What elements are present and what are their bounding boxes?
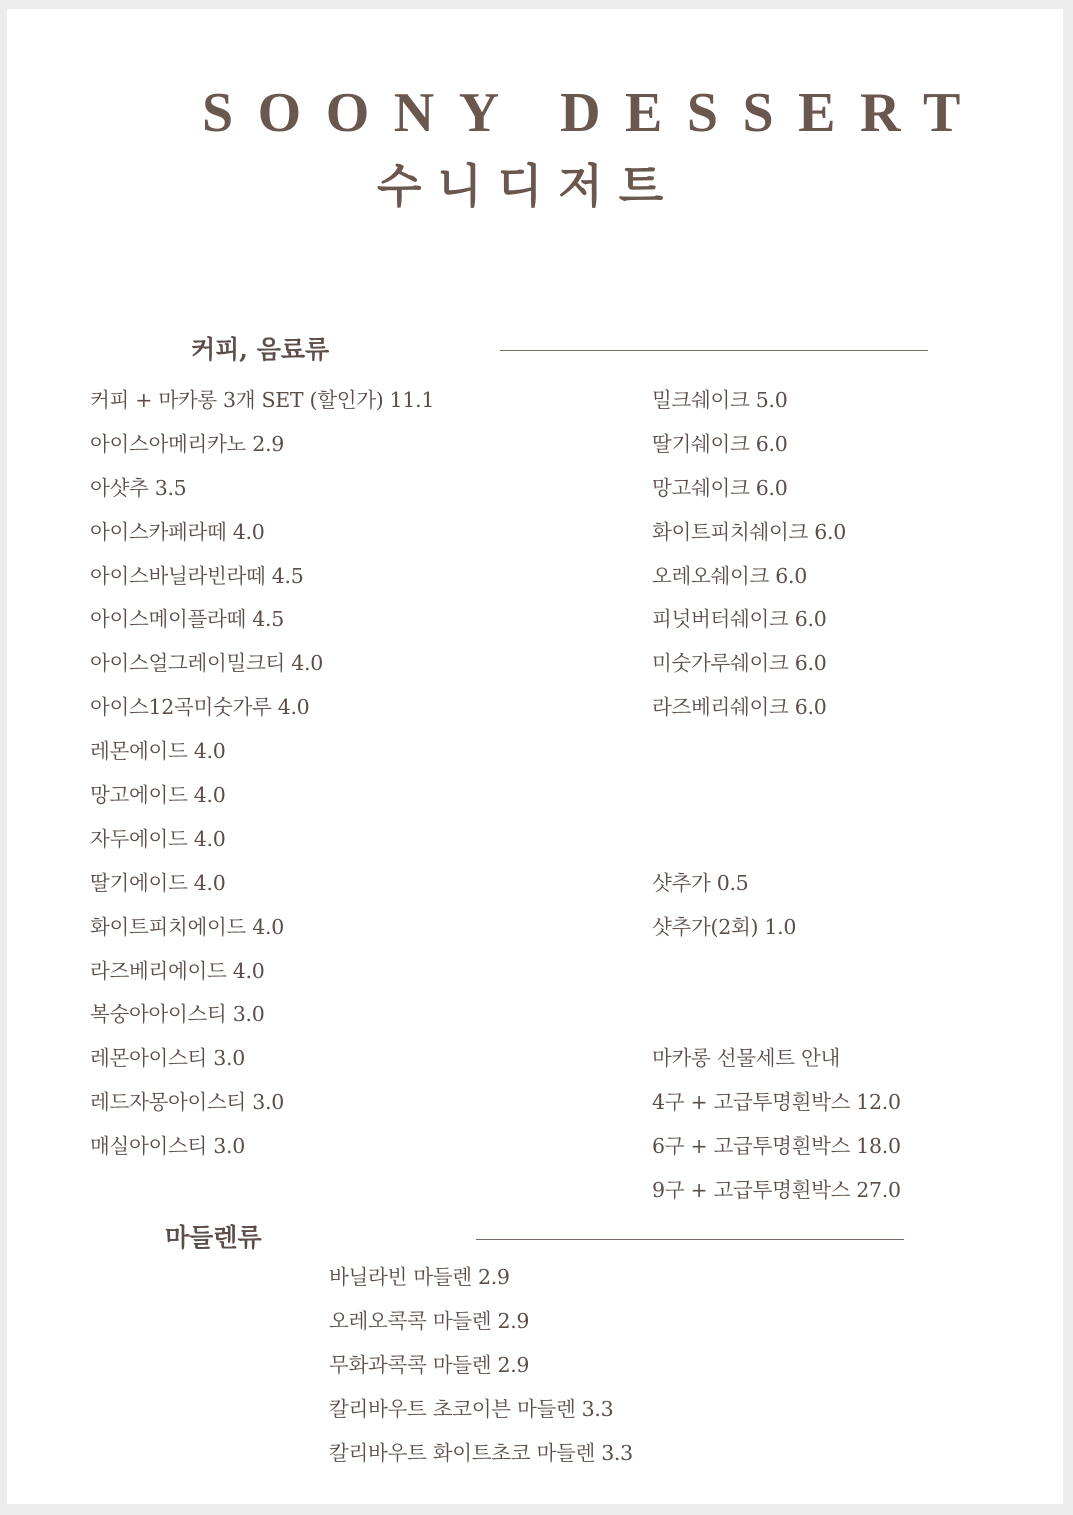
list-item: 피넛버터쉐이크 6.0 [652, 607, 827, 632]
list-item: 오레오콕콕 마들렌 2.9 [329, 1308, 530, 1333]
madeleines-section-divider [476, 1239, 904, 1240]
list-item: 복숭아아이스티 3.0 [90, 1002, 265, 1027]
list-item: 칼리바우트 초코이븐 마들렌 3.3 [329, 1396, 614, 1421]
list-item: 딸기에이드 4.0 [90, 870, 226, 895]
list-item: 매실아이스티 3.0 [90, 1134, 245, 1159]
list-item: 아이스카페라떼 4.0 [90, 519, 265, 544]
list-item: 딸기쉐이크 6.0 [652, 431, 788, 456]
list-item: 오레오쉐이크 6.0 [652, 563, 807, 588]
list-item: 화이트피치에이드 4.0 [90, 914, 284, 939]
brand-title-english: SOONY DESSERT [202, 82, 985, 144]
list-item: 샷추가(2회) 1.0 [652, 914, 797, 939]
list-item: 망고에이드 4.0 [90, 783, 226, 808]
list-item: 아이스메이플라떼 4.5 [90, 607, 284, 632]
list-item: 자두에이드 4.0 [90, 826, 226, 851]
drinks-list [90, 390, 434, 1180]
gift-set-heading: 마카롱 선물세트 안내 [652, 1046, 840, 1070]
menu-page [7, 9, 1063, 1504]
shakes-list [652, 390, 846, 741]
list-item: 레드자몽아이스티 3.0 [90, 1090, 284, 1115]
list-item: 커피 + 마카롱 3개 SET (할인가) 11.1 [90, 388, 435, 412]
list-item: 바닐라빈 마들렌 2.9 [329, 1265, 510, 1289]
madeleines-section-heading: 마들렌류 [165, 1223, 262, 1252]
list-item: 아이스얼그레이밀크티 4.0 [90, 651, 323, 676]
list-item: 6구 + 고급투명흰박스 18.0 [652, 1133, 901, 1158]
gift-set-list [652, 1048, 901, 1224]
list-item: 레몬에이드 4.0 [90, 739, 226, 764]
list-item: 레몬아이스티 3.0 [90, 1046, 245, 1071]
list-item: 칼리바우트 화이트초코 마들렌 3.3 [329, 1440, 633, 1465]
madeleines-list [329, 1267, 633, 1486]
drinks-section-divider [500, 350, 928, 351]
list-item: 샷추가 0.5 [652, 871, 749, 895]
list-item: 아이스12곡미숫가루 4.0 [90, 695, 310, 720]
list-item: 아샷추 3.5 [90, 475, 187, 500]
list-item: 라즈베리쉐이크 6.0 [652, 695, 827, 720]
list-item: 아이스바닐라빈라떼 4.5 [90, 563, 304, 588]
drinks-section-heading: 커피, 음료류 [191, 335, 330, 364]
list-item: 4구 + 고급투명흰박스 12.0 [652, 1089, 901, 1114]
list-item: 9구 + 고급투명흰박스 27.0 [652, 1177, 901, 1202]
list-item: 라즈베리에이드 4.0 [90, 958, 265, 983]
list-item: 화이트피치쉐이크 6.0 [652, 519, 846, 544]
list-item: 아이스아메리카노 2.9 [90, 431, 284, 456]
list-item: 미숫가루쉐이크 6.0 [652, 651, 827, 676]
brand-title-korean: 수니디저트 [377, 159, 680, 213]
extras-list [652, 873, 796, 961]
list-item: 무화과콕콕 마들렌 2.9 [329, 1352, 530, 1377]
list-item: 망고쉐이크 6.0 [652, 475, 788, 500]
list-item: 밀크쉐이크 5.0 [652, 388, 788, 412]
